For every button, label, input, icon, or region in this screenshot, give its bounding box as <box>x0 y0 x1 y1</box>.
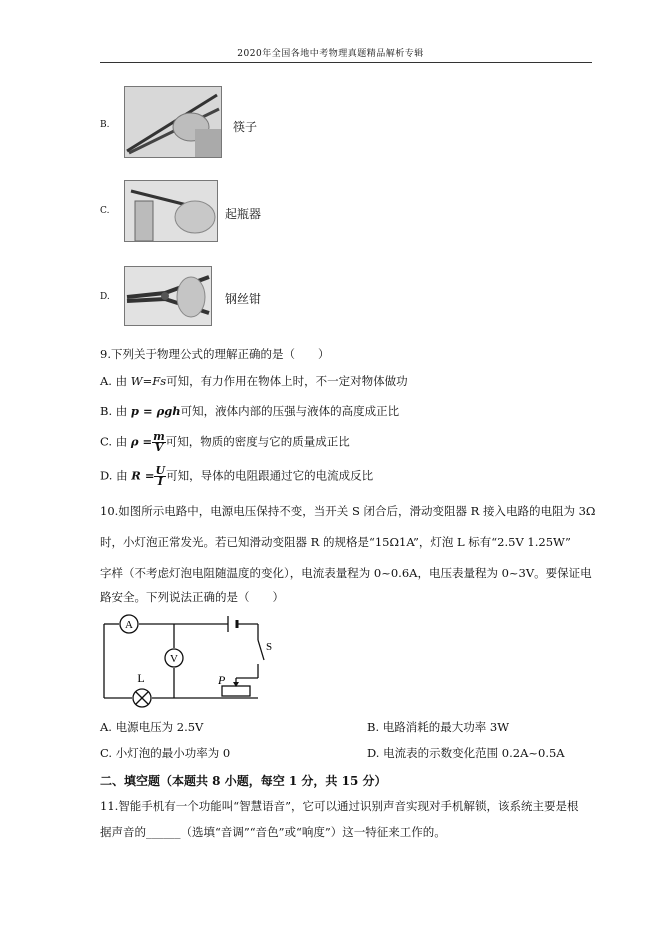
q9-c-lhs: ρ = <box>130 434 153 449</box>
q9-option-b <box>100 404 399 418</box>
q9-c-letter: C. <box>100 434 113 449</box>
q9-a-formula: W=Fs <box>130 374 167 388</box>
q9-b-pre: 由 <box>115 404 128 418</box>
q9-b-formula: p = ρgh <box>130 404 181 418</box>
q9-c-numerator: m <box>153 430 165 443</box>
q9-d-post: 可知，导体的电阻跟通过它的电流成反比 <box>166 468 374 483</box>
battery-symbol <box>228 616 237 632</box>
option-c-letter: C. <box>100 206 110 216</box>
option-c-caption: 起瓶器 <box>225 207 262 221</box>
q9-c-pre: 由 <box>115 434 128 449</box>
q11-line-1: 11.智能手机有一个功能叫“智慧语音”，它可以通过识别声音实现对手机解锁，该系统主要是根 <box>100 799 579 813</box>
q9-d-fraction <box>154 466 166 487</box>
voltmeter-label: V <box>170 653 178 665</box>
option-d-caption: 钢丝钳 <box>225 292 262 306</box>
chopsticks-photo <box>124 86 222 158</box>
q9-c-fraction <box>152 432 166 453</box>
slider-label: P <box>218 673 226 687</box>
q9-option-c <box>100 432 350 458</box>
ammeter-label: A <box>125 619 133 631</box>
q9-d-lhs: R = <box>131 468 155 483</box>
ammeter-symbol <box>120 615 138 633</box>
q9-c-denominator: V <box>154 441 164 454</box>
q10-option-b: B. 电路消耗的最大功率 3W <box>367 720 510 734</box>
option-b-letter: B. <box>100 120 110 130</box>
lamp-label: L <box>137 671 145 685</box>
q10-option-d: D. 电流表的示数变化范围 0.2A~0.5A <box>367 746 565 760</box>
q9-option-d <box>100 466 373 492</box>
section-2-title: 二、填空题（本题共 8 小题，每空 1 分，共 15 分） <box>100 774 387 788</box>
header-divider <box>100 62 592 63</box>
q9-b-post: 可知，液体内部的压强与液体的高度成正比 <box>180 404 400 418</box>
option-d-letter: D. <box>100 292 110 302</box>
q11-line-2: 据声音的______（选填“音调”“音色”或“响度”）这一特征来工作的。 <box>100 825 446 839</box>
q9-a-pre: 由 <box>115 374 128 388</box>
bottle-opener-photo <box>124 180 218 242</box>
q9-a-letter: A. <box>100 374 112 388</box>
q9-d-letter: D. <box>100 468 113 483</box>
q9-d-numerator: U <box>155 464 166 477</box>
switch-label: S <box>266 641 273 653</box>
voltmeter-symbol <box>165 649 183 667</box>
q9-a-post: 可知，有力作用在物体上时，不一定对物体做功 <box>166 374 408 388</box>
option-b-caption: 筷子 <box>233 120 258 134</box>
page-header-title: 2020年全国各地中考物理真题精品解析专辑 <box>237 49 424 59</box>
q10-line-4: 路安全。下列说法正确的是（ ） <box>100 590 284 604</box>
lamp-symbol <box>133 671 151 707</box>
q9-d-denominator: I <box>157 475 163 488</box>
q9-d-pre: 由 <box>116 468 128 483</box>
q9-option-a <box>100 374 408 388</box>
q9-stem: 9.下列关于物理公式的理解正确的是（ ） <box>100 347 330 361</box>
q9-c-post: 可知，物质的密度与它的质量成正比 <box>165 434 350 449</box>
circuit-diagram <box>96 610 286 710</box>
q10-line-1: 10.如图所示电路中，电源电压保持不变，当开关 S 闭合后，滑动变阻器 R 接入电路的电阻为 3Ω <box>100 504 596 518</box>
q9-b-letter: B. <box>100 404 113 418</box>
q10-line-2: 时，小灯泡正常发光。若已知滑动变阻器 R 的规格是“15Ω1A”，灯泡 L 标有“2.5V 1.25W” <box>100 535 571 549</box>
q10-option-a: A. 电源电压为 2.5V <box>100 720 204 734</box>
q10-line-3: 字样（不考虑灯泡电阻随温度的变化），电流表量程为 0~0.6A，电压表量程为 0~3V。要保证电 <box>100 566 592 580</box>
q10-option-c: C. 小灯泡的最小功率为 0 <box>100 746 231 760</box>
pliers-photo <box>124 266 212 326</box>
